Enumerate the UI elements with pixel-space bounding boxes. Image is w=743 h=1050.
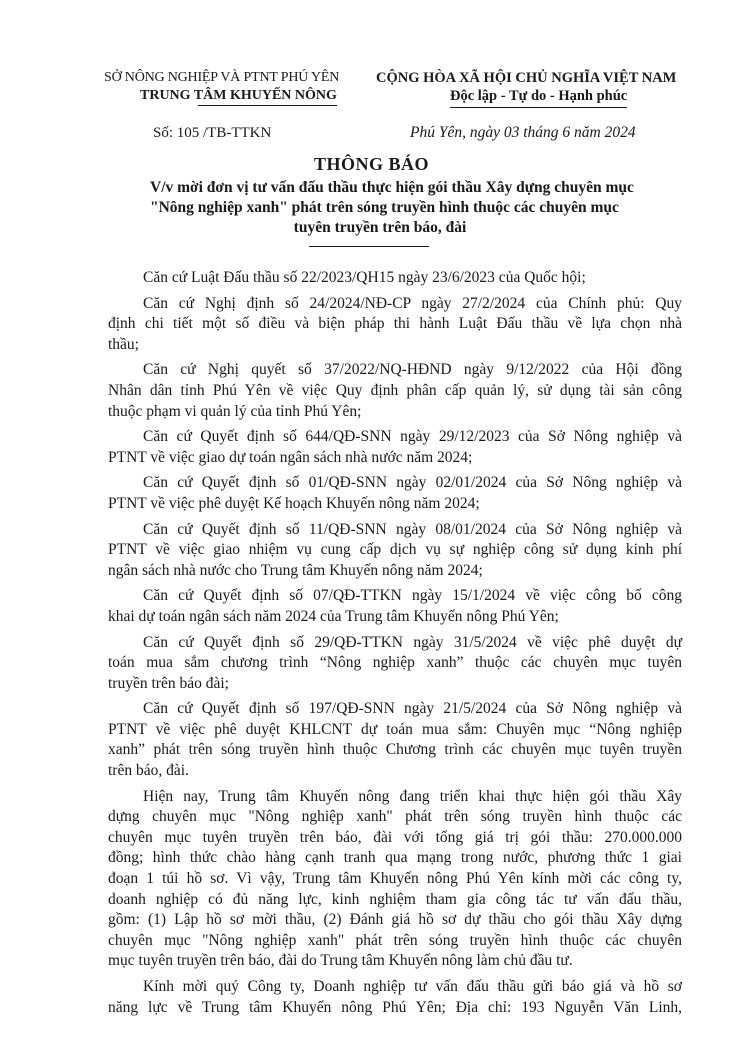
paragraph-line: năng lực về Trung tâm Khuyến nông Phú Yên; Địa chỉ: 193 Nguyễn Văn Linh,: [108, 998, 682, 1016]
paragraph-line: khai dự toán ngân sách năm 2024 của Trung tâm Khuyến nông Phú Yên;: [108, 607, 559, 625]
body-paragraph: [108, 360, 682, 422]
parent-agency: SỞ NÔNG NGHIỆP VÀ PTNT PHÚ YÊN: [104, 70, 340, 85]
national-motto-label: Độc lập - Tự do - Hạnh phúc: [450, 88, 628, 104]
paragraph-line: xanh” phát trên sóng truyền hình thuộc Chương trình các chuyên mục tuyên truyền: [108, 741, 682, 759]
paragraph-line: mục tuyên truyền trên báo, đài do Trung tâm Khuyến nông làm chủ đầu tư.: [108, 952, 573, 970]
document-title: THÔNG BÁO: [313, 154, 429, 174]
paragraph-line: truyền trên báo đài;: [108, 674, 229, 692]
paragraph-line: Nhân dân tỉnh Phú Yên về việc Quy định phân cấp quản lý, sử dụng tài sản công: [108, 381, 682, 399]
paragraph-line: Căn cứ Nghị định số 24/2024/NĐ-CP ngày 27/2/2024 của Chính phủ: Quy: [143, 294, 682, 312]
paragraph-line: Căn cứ Quyết định số 01/QĐ-SNN ngày 02/01/2024 của Sở Nông nghiệp và: [143, 474, 682, 492]
paragraph-line: Căn cứ Quyết định số 197/QĐ-SNN ngày 21/5/2024 của Sở Nông nghiệp và: [143, 700, 682, 718]
paragraph-line: toán mua sắm chương trình “Nông nghiệp xanh” thuộc các chuyên mục tuyên: [108, 654, 682, 672]
paragraph-line: Căn cứ Quyết định số 29/QĐ-TTKN ngày 31/5/2024 về việc phê duyệt dự: [143, 633, 682, 651]
paragraph-line: Hiện nay, Trung tâm Khuyến nông đang triển khai thực hiện gói thầu Xây: [143, 787, 682, 805]
national-motto-underline: [450, 107, 627, 108]
paragraph-line: PTNT về việc phê duyệt KHLCNT dự toán mua sắm: Chuyên mục “Nông nghiệp: [108, 720, 682, 738]
issuing-unit-underline: [198, 105, 337, 106]
document-date: Phú Yên, ngày 03 tháng 6 năm 2024: [410, 124, 636, 141]
document-body: [108, 268, 682, 1023]
issuing-unit-label: TRUNG TÂM KHUYẾN NÔNG: [140, 88, 337, 103]
paragraph-line: Căn cứ Nghị quyết số 37/2022/NQ-HĐND ngày 9/12/2022 của Hội đồng: [143, 361, 682, 379]
paragraph-line: định chi tiết một số điều và biện pháp thi hành Luật Đấu thầu về lựa chọn nhà: [108, 315, 682, 333]
paragraph-line: Căn cứ Luật Đấu thầu số 22/2023/QH15 ngày 23/6/2023 của Quốc hội;: [143, 269, 586, 286]
body-paragraph: [108, 520, 682, 582]
paragraph-line: gồm: (1) Lập hồ sơ mời thầu, (2) Đánh giá hồ sơ dự thầu cho gói thầu Xây dựng: [108, 911, 682, 929]
paragraph-line: ngân sách nhà nước cho Trung tâm Khuyến nông năm 2024;: [108, 561, 483, 579]
body-paragraph: [108, 427, 682, 468]
paragraph-line: thầu;: [108, 335, 139, 353]
body-paragraph: [108, 633, 682, 695]
body-paragraph: [108, 268, 682, 289]
paragraph-line: chuyên mục "Nông nghiệp xanh" phát trên sóng truyền hình thuộc các chuyên: [108, 931, 682, 949]
paragraph-line: PTNT về việc phê duyệt Kế hoạch Khuyến nông năm 2024;: [108, 494, 480, 512]
paragraph-line: Căn cứ Quyết định số 644/QĐ-SNN ngày 29/12/2023 của Sở Nông nghiệp và: [143, 428, 682, 446]
paragraph-line: Kính mời quý Công ty, Doanh nghiệp tư vấn đấu thầu gửi báo giá và hồ sơ: [143, 978, 682, 995]
paragraph-line: doanh nghiệp có đủ năng lực, kinh nghiệm tham gia công tác tư vấn đấu thầu,: [108, 890, 682, 908]
body-paragraph: [108, 787, 682, 972]
issuing-agency-block: [104, 70, 374, 104]
paragraph-line: đồng; hình thức chào hàng cạnh tranh qua mạng trong nước, phương thức 1 giai: [108, 849, 682, 867]
national-heading-block: [376, 70, 706, 105]
paragraph-line: trên báo, đài.: [108, 762, 189, 780]
document-subject: [150, 178, 634, 238]
issuing-unit: [140, 88, 337, 104]
body-paragraph: [108, 586, 682, 627]
paragraph-line: PTNT về việc giao nhiệm vụ cung cấp dịch vụ sự nghiệp công sử dụng kinh phí: [108, 541, 682, 559]
body-paragraph: [108, 977, 682, 1018]
paragraph-line: PTNT về việc giao dự toán ngân sách nhà nước năm 2024;: [108, 448, 473, 466]
body-paragraph: [108, 473, 682, 514]
national-title: CỘNG HÒA XÃ HỘI CHỦ NGHĨA VIỆT NAM: [376, 70, 677, 86]
document-number: Số: 105 /TB-TTKN: [153, 125, 272, 141]
subject-line: tuyên truyền trên báo, đài: [293, 219, 467, 236]
subject-divider: [309, 246, 429, 247]
subject-line: V/v mời đơn vị tư vấn đấu thầu thực hiện gói thầu Xây dựng chuyên mục: [150, 179, 634, 196]
body-paragraph: [108, 294, 682, 356]
subject-line: "Nông nghiệp xanh" phát trên sóng truyền hình thuộc các chuyên mục: [150, 199, 619, 216]
paragraph-line: Căn cứ Quyết định số 07/QĐ-TTKN ngày 15/1/2024 về việc công bố công: [143, 587, 682, 605]
paragraph-line: dựng chuyên mục "Nông nghiệp xanh" phát trên sóng truyền hình thuộc các: [108, 808, 682, 826]
paragraph-line: chuyên mục tuyên truyền trên báo, đài với tổng giá trị gói thầu: 270.000.000: [108, 828, 682, 846]
paragraph-line: thuộc phạm vi quản lý của tỉnh Phú Yên;: [108, 402, 362, 420]
paragraph-line: đoạn 1 túi hồ sơ. Vì vậy, Trung tâm Khuyến nông Phú Yên kính mời các công ty,: [108, 870, 682, 888]
paragraph-line: Căn cứ Quyết định số 11/QĐ-SNN ngày 08/01/2024 của Sở Nông nghiệp và: [143, 520, 682, 538]
body-paragraph: [108, 699, 682, 781]
national-motto: [450, 88, 627, 105]
